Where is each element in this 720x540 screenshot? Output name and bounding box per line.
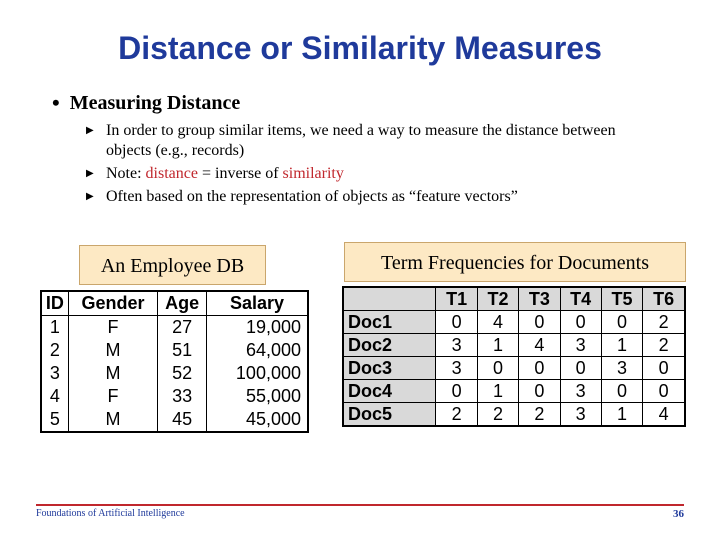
header-cell: T4 [560, 287, 601, 311]
table-row [41, 339, 308, 362]
header-cell: T5 [601, 287, 642, 311]
table-row [343, 380, 685, 403]
table-cell: 2 [49, 340, 60, 360]
table-cell: 55,000 [207, 385, 308, 408]
table-cell: 3 [436, 357, 477, 380]
table-cell: 4 [643, 403, 685, 427]
table-cell: 3 [49, 363, 60, 383]
main-bullet [52, 90, 240, 116]
distance-term: distance [145, 165, 198, 182]
term-frequency-caption: Term Frequencies for Documents [344, 242, 686, 282]
table-cell: 3 [560, 380, 601, 403]
table-cell: 1 [601, 334, 642, 357]
triangle-bullet-icon: ▶ [86, 125, 94, 136]
table-cell: 0 [519, 311, 560, 334]
table-cell: 33 [158, 385, 207, 408]
footer-divider [36, 504, 684, 506]
table-cell: 51 [158, 339, 207, 362]
table-cell: 3 [601, 357, 642, 380]
table-cell: 0 [643, 357, 685, 380]
triangle-bullet-icon: ▶ [86, 168, 94, 179]
header-cell: Age [158, 291, 207, 316]
similarity-term: similarity [282, 165, 344, 182]
table-cell: 0 [436, 380, 477, 403]
table-cell: 1 [477, 334, 518, 357]
table-cell: 0 [519, 380, 560, 403]
employee-table [40, 290, 309, 433]
employee-db-caption: An Employee DB [79, 245, 266, 285]
table-cell: M [68, 408, 157, 432]
header-cell: T6 [643, 287, 685, 311]
table-cell: 3 [436, 334, 477, 357]
main-bullet-text: Measuring Distance [69, 91, 241, 114]
table-cell: 3 [560, 403, 601, 427]
table-cell: M [68, 362, 157, 385]
table-cell: 0 [560, 311, 601, 334]
table-cell: M [68, 339, 157, 362]
table-row [41, 362, 308, 385]
table-cell: 3 [560, 334, 601, 357]
table-cell: 2 [477, 403, 518, 427]
row-header-cell: Doc5 [343, 403, 436, 427]
header-cell: T3 [519, 287, 560, 311]
table-cell: 1 [477, 380, 518, 403]
header-cell: Gender [68, 291, 157, 316]
table-row [41, 408, 308, 432]
table-cell: 0 [436, 311, 477, 334]
sub-bullet [86, 121, 636, 161]
sub-bullet-text: Often based on the representation of objects as “feature vectors” [106, 188, 518, 205]
table-cell: 64,000 [207, 339, 308, 362]
sub-bullet-text [106, 164, 636, 184]
table-cell: 27 [158, 316, 207, 340]
table-cell: 5 [49, 409, 60, 429]
table-cell: F [68, 316, 157, 340]
table-cell: 0 [643, 380, 685, 403]
header-cell [343, 287, 436, 311]
slide-title: Distance or Similarity Measures [118, 30, 602, 66]
table-row [41, 385, 308, 408]
header-cell: T2 [477, 287, 518, 311]
table-row [343, 357, 685, 380]
table-header-row [41, 291, 308, 316]
table-row [41, 316, 308, 340]
table-cell: 0 [560, 357, 601, 380]
sub-bullet-text: In order to group similar items, we need a way to measure the distance between objects (e.g., records) [106, 122, 616, 159]
footer-course-title: Foundations of Artificial Intelligence [36, 508, 185, 519]
table-cell: 19,000 [207, 316, 308, 340]
table-cell: 2 [519, 403, 560, 427]
table-cell: 1 [49, 317, 60, 337]
table-cell: 2 [436, 403, 477, 427]
note-middle: = inverse of [197, 165, 283, 182]
row-header-cell: Doc3 [343, 357, 436, 380]
table-cell: 0 [477, 357, 518, 380]
table-cell: 4 [519, 334, 560, 357]
header-cell: T1 [436, 287, 477, 311]
table-cell: 4 [477, 311, 518, 334]
table-cell: 4 [49, 386, 60, 406]
table-header-row [343, 287, 685, 311]
table-cell: 2 [643, 311, 685, 334]
table-cell: 45,000 [207, 408, 308, 432]
table-cell: F [68, 385, 157, 408]
bullet-dot-icon: • [52, 90, 60, 115]
term-frequency-table [342, 286, 686, 427]
sub-bullet [86, 187, 636, 207]
table-row [343, 403, 685, 427]
table-cell: 0 [519, 357, 560, 380]
sub-bullets [86, 121, 636, 210]
table-cell: 52 [158, 362, 207, 385]
header-cell: ID [41, 291, 68, 316]
table-cell: 2 [643, 334, 685, 357]
row-header-cell: Doc4 [343, 380, 436, 403]
row-header-cell: Doc2 [343, 334, 436, 357]
table-cell: 45 [158, 408, 207, 432]
note-prefix: Note: [106, 165, 146, 182]
page-number: 36 [673, 508, 684, 520]
header-cell: Salary [207, 291, 308, 316]
table-row [343, 311, 685, 334]
table-cell: 100,000 [207, 362, 308, 385]
table-cell: 0 [601, 311, 642, 334]
table-cell: 1 [601, 403, 642, 427]
row-header-cell: Doc1 [343, 311, 436, 334]
triangle-bullet-icon: ▶ [86, 191, 94, 202]
table-cell: 0 [601, 380, 642, 403]
sub-bullet [86, 164, 636, 184]
table-row [343, 334, 685, 357]
